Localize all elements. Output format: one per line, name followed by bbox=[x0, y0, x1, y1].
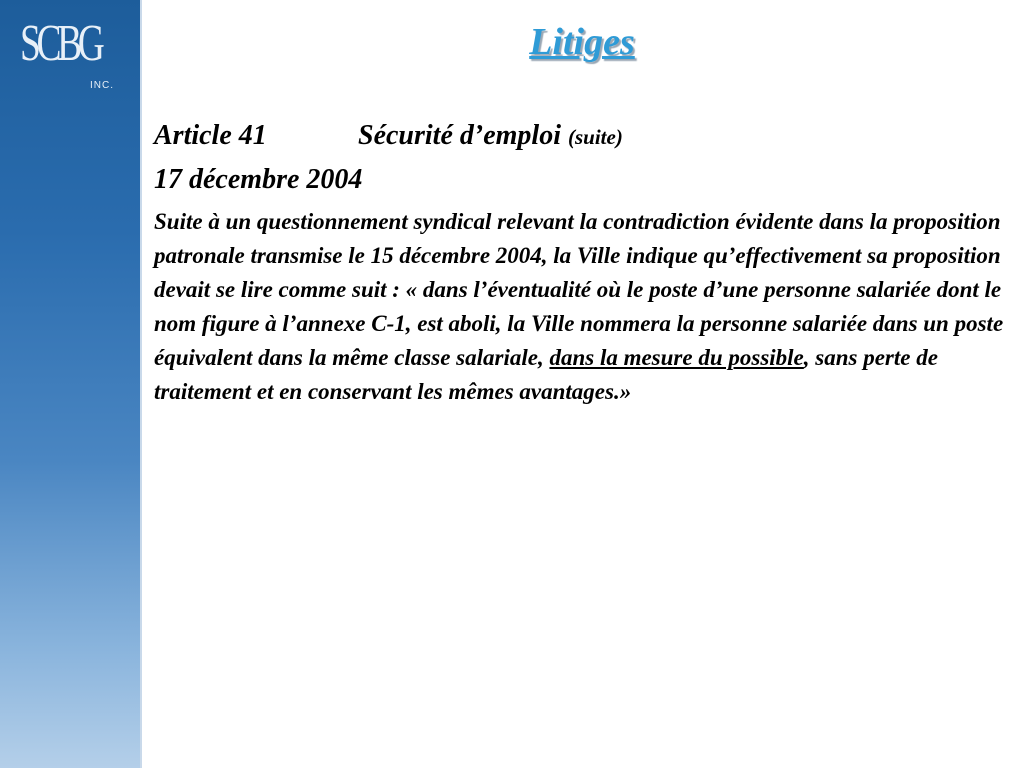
article-heading bbox=[154, 118, 1016, 154]
slide-content bbox=[154, 118, 1016, 409]
logo-subtext: INC. bbox=[90, 80, 114, 91]
article-title: Sécurité d’emploi bbox=[358, 120, 561, 151]
body-text-part1: Suite à un questionnement syndical relevant la contradiction évidente dans la proposition patronale transmise le 15 décembre 2004, la Ville indique qu’effectivement sa proposition devait se lire comme suit : « dans l’éventualité où le poste d’une personne salariée dont le nom figure à l’annexe C-1, est aboli, la Ville nommera la personne salariée dans un poste équivalent dans la même classe salariale, bbox=[154, 208, 1004, 370]
article-suffix: (suite) bbox=[567, 125, 623, 149]
body-text-underlined: dans la mesure du possible bbox=[549, 344, 804, 370]
logo-text: SCBG bbox=[20, 15, 101, 72]
article-number: Article 41 bbox=[154, 120, 267, 151]
sidebar-band bbox=[0, 0, 142, 768]
slide-title: Litiges bbox=[529, 21, 635, 63]
body-text-part2: , sans perte de traitement et en conservant les mêmes avantages.» bbox=[154, 344, 938, 404]
article-date: 17 décembre 2004 bbox=[154, 164, 363, 196]
body-paragraph bbox=[154, 205, 1016, 409]
